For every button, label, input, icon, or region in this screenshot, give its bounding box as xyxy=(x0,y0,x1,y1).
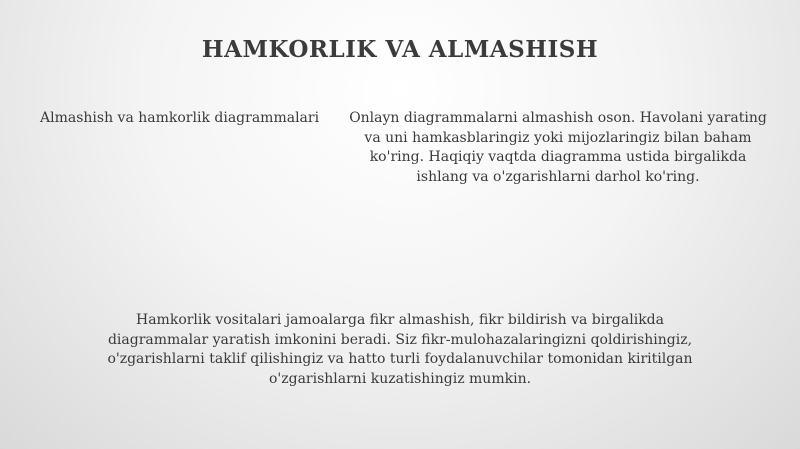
collaboration-paragraph: Hamkorlik vositalari jamoalarga fikr almashish, fikr bildirish va birgalikda diagrammalar yaratish imkonini beradi. Siz fikr-mulohazalaringizni qoldirishingiz, o'zgarishlarni taklif qilishingiz va hatto turli foydalanuvchilar tomonidan kiritilgan o'zgarishlarni kuzatishingiz mumkin. xyxy=(107,312,693,387)
slide-title: HAMKORLIK VA ALMASHISH xyxy=(201,36,599,63)
description-paragraph: Onlayn diagrammalarni almashish oson. Havolani yarating va uni hamkasblaringiz yoki mijozlaringiz bilan baham ko'ring. Haqiqiy vaqtda diagramma ustida birgalikda ishlang va o'zgarishlarni darhol ko'ring. xyxy=(349,110,767,185)
subheading-text: Almashish va hamkorlik diagrammalari xyxy=(40,110,320,126)
